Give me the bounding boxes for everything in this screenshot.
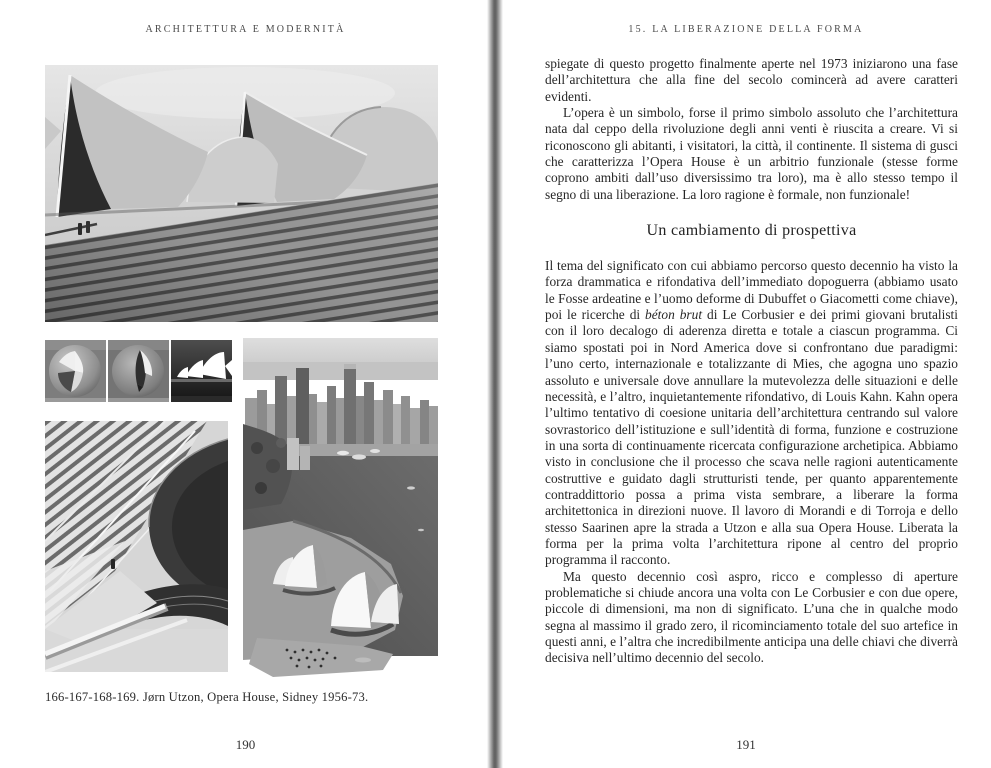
page-gutter (487, 0, 503, 768)
opera-house-steps-illustration (45, 65, 438, 322)
aerial-illustration (243, 338, 438, 677)
section-heading: Un cambiamento di prospettiva (646, 222, 857, 240)
left-running-head: ARCHITETTURA E MODERNITÀ (145, 24, 346, 35)
paragraph-opera-symbol: L’opera è un simbolo, forse il primo simbolo assoluto che l’architettura nata dal ceppo della rivoluzione degli anni venti è riuscita a creare. Vi si riconoscono gli abitanti, i visitatori, la città, il continente. Il sistema di gusci che caratterizza l’Opera House è un arbitrio funzionale (stesse forme coprono ambiti dall’uso diversissimo tra loro), ma è allo stesso tempo il segno di una liberazione. La loro ragione è formale, non funzionale! (545, 105, 958, 202)
sphere-model-thumb-2 (108, 340, 169, 402)
paragraph-3-pre: Il tema del significato con cui abbiamo percorso questo decennio ha visto la forza drammatica e rifondativa dell’immediato dopoguerra (abbiamo usato le Fosse ardeatine e l’uomo deforme di Dubuffet o Giacometti come chiave), poi le ricerche di (545, 258, 958, 323)
sail-silhouettes-thumb (171, 340, 232, 402)
body-text-column (545, 56, 958, 667)
paragraph-decennio-chiude: Ma questo decennio così aspro, ricco e complesso di aperture problematiche si chiude ancora una volta con Le Corbusier e con due opere, piccole di dimensioni, ma non di significato. L’una che in qualche modo segna al massimo il grado zero, il ricominciamento totale del suo artefice in questi anni, e l’altra che incredibilmente anticipa una delle chiavi che diverrà decisiva nell’ultimo decennio del secolo. (545, 568, 958, 666)
right-page-number: 191 (736, 737, 756, 752)
paragraph-tema-significato (545, 258, 958, 569)
figure-caption: 166-167-168-169. Jørn Utzon, Opera House, Sidney 1956-73. (45, 690, 369, 704)
interior-illustration (45, 421, 228, 672)
model-thumbnails-strip (45, 340, 232, 402)
interior-photo (45, 421, 228, 672)
right-running-head: 15. LA LIBERAZIONE DELLA FORMA (628, 24, 864, 35)
aerial-photo (243, 338, 438, 677)
left-page-number: 190 (235, 737, 256, 752)
sphere-model-thumb-1 (45, 340, 106, 402)
paragraph-3-post: di Le Corbusier e dei primi giovani brutalisti con il loro decalogo di aderenza diretta e totale a ciascun programma. Ci siamo spostati poi in Nord America dove si confrontano due paradigmi: l’uno certo, internazionale e totalizzante di Mies, che agogna uno spazio assoluto e universale dove annullare la mutevolezza delle situazioni e delle necessità, e l’altro, inquietantemente rifondativo, di Louis Kahn. Kahn opera l’ultimo tentativo di coesione unitaria dell’architettura centrando sul valore sovrastorico dell’istituzione e sull’identità di forma, funzione e costruzione in una sorta di continuamente ricercata configurazione archetipica. Abbiamo visto in conclusione che il processo che scava nelle ragioni autenticamente costruttive e guidato dagli strutturisti tende, per quanto apparentemente contraddittorio possa a prima vista sembrare, a liberare la forma architettonica in direzioni nuove. Il lavoro di Morandi e di Torroja e dello stesso Saarinen apre la strada a Utzon e alla sua Opera House. Liberata la forma per la prima volta l’architettura ripone al centro del proprio programma il racconto. (545, 307, 958, 568)
opera-house-steps-photo (45, 65, 438, 322)
paragraph-continuation: spiegate di questo progetto finalmente aperte nel 1973 iniziarono una fase dell’architettura che alla fine del secolo comincerà ad avere caratteri evidenti. (545, 56, 958, 104)
paragraph-3-italic-term: béton brut (645, 307, 703, 323)
